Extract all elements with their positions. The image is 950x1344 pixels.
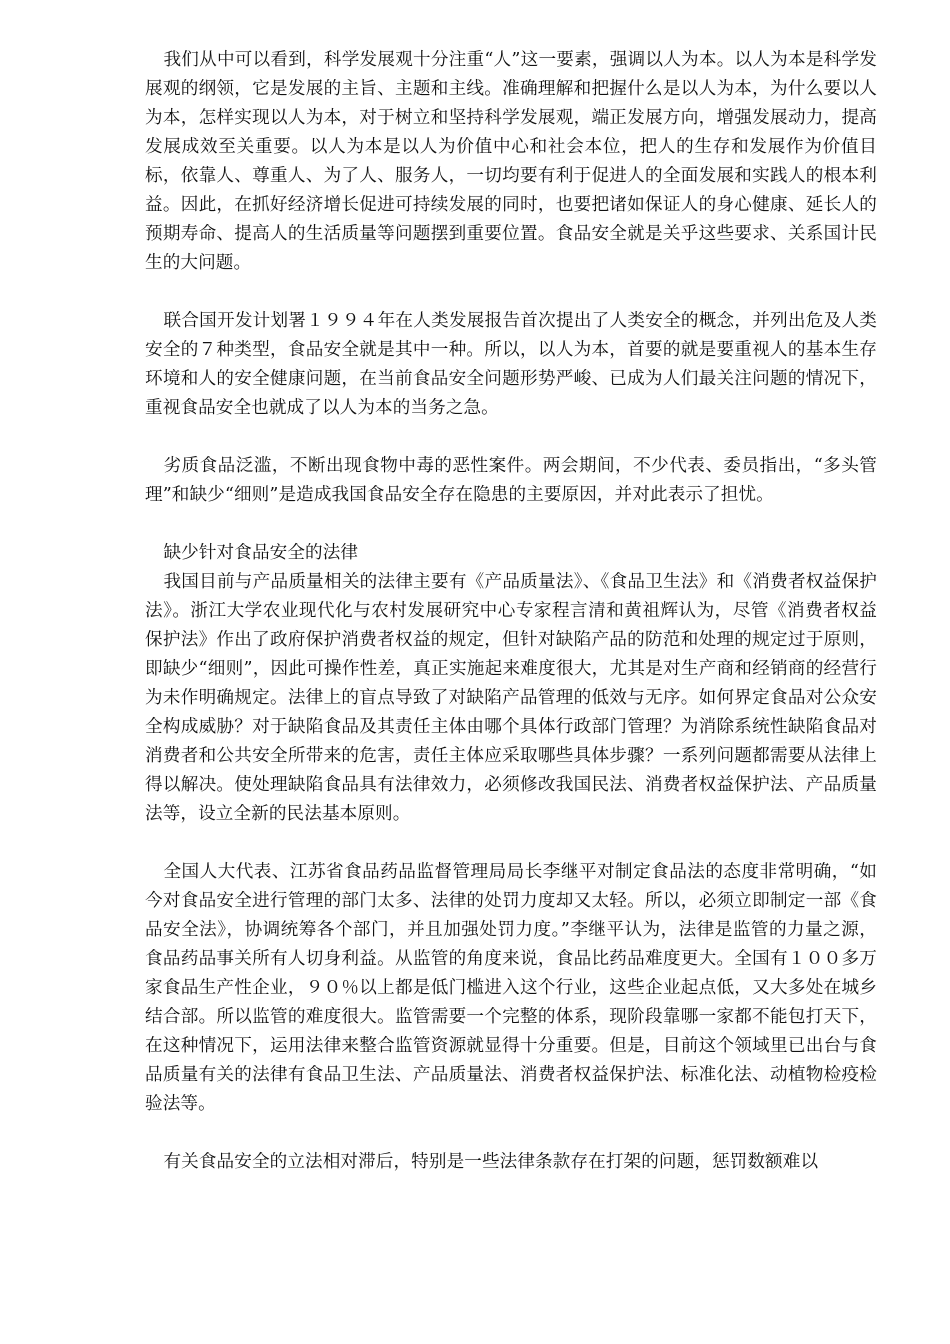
paragraph-spacer	[145, 1119, 877, 1148]
paragraph-spacer	[145, 278, 877, 307]
paragraph-spacer	[145, 829, 877, 858]
paragraph-spacer	[145, 423, 877, 452]
paragraph-undp-report: 联合国开发计划署１９９４年在人类发展报告首次提出了人类安全的概念，并列出危及人类安全的７种类型，食品安全就是其中一种。所以，以人为本，首要的就是要重视人的基本生存环境和人的安全健康问题，在当前食品安全问题形势严峻、已成为人们最关注问题的情况下，重视食品安全也就成了以人为本的当务之急。	[145, 311, 877, 418]
paragraph-people-oriented: 我们从中可以看到，科学发展观十分注重“人”这一要素，强调以人为本。以人为本是科学发展观的纲领，它是发展的主旨、主题和主线。准确理解和把握什么是以人为本，为什么要以人为本，怎样实现以人为本，对于树立和坚持科学发展观，端正发展方向，增强发展动力，提高发展成效至关重要。以人为本是以人为价值中心和社会本位，把人的生存和发展作为价值目标，依靠人、尊重人、为了人、服务人，一切均要有利于促进人的全面发展和实践人的根本利益。因此，在抓好经济增长促进可持续发展的同时，也要把诸如保证人的身心健康、延长人的预期寿命、提高人的生活质量等问题摆到重要位置。食品安全就是关乎这些要求、关系国计民生的大问题。	[145, 50, 877, 273]
paragraph-existing-laws: 我国目前与产品质量相关的法律主要有《产品质量法》、《食品卫生法》和《消费者权益保护法》。浙江大学农业现代化与农村发展研究中心专家程言清和黄祖辉认为，尽管《消费者权益保护法》作出了政府保护消费者权益的规定，但针对缺陷产品的防范和处理的规定过于原则，即缺少“细则”，因此可操作性差，真正实施起来难度很大，尤其是对生产商和经销商的经营行为未作明确规定。法律上的盲点导致了对缺陷产品管理的低效与无序。如何界定食品对公众安全构成威胁？对于缺陷食品及其责任主体由哪个具体行政部门管理？为消除系统性缺陷食品对消费者和公共安全所带来的危害，责任主体应采取哪些具体步骤？一系列问题都需要从法律上得以解决。使处理缺陷食品具有法律效力，必须修改我国民法、消费者权益保护法、产品质量法等，设立全新的民法基本原则。	[145, 572, 877, 824]
paragraph-legislation-lag: 有关食品安全的立法相对滞后，特别是一些法律条款存在打架的问题，惩罚数额难以	[163, 1152, 819, 1172]
document-body	[145, 46, 877, 1177]
section-heading: 缺少针对食品安全的法律	[163, 543, 359, 563]
paragraph-li-jiping: 全国人大代表、江苏省食品药品监督管理局局长李继平对制定食品法的态度非常明确，“如今对食品安全进行管理的部门太多、法律的处罚力度却又太轻。所以，必须立即制定一部《食品安全法》，协调统筹各个部门，并且加强处罚力度。”李继平认为，法律是监管的力量之源，食品药品事关所有人切身利益。从监管的角度来说，食品比药品难度更大。全国有１００多万家食品生产性企业，９０％以上都是低门槛进入这个行业，这些企业起点低，又大多处在城乡结合部。所以监管的难度很大。监管需要一个完整的体系，现阶段靠哪一家都不能包打天下，在这种情况下，运用法律来整合监管资源就显得十分重要。但是，目前这个领域里已出台与食品质量有关的法律有食品卫生法、产品质量法、消费者权益保护法、标准化法、动植物检疫检验法等。	[145, 862, 877, 1114]
paragraph-poor-food: 劣质食品泛滥，不断出现食物中毒的恶性案件。两会期间，不少代表、委员指出，“多头管理”和缺少“细则”是造成我国食品安全存在隐患的主要原因，并对此表示了担忧。	[145, 456, 877, 505]
paragraph-spacer	[145, 510, 877, 539]
